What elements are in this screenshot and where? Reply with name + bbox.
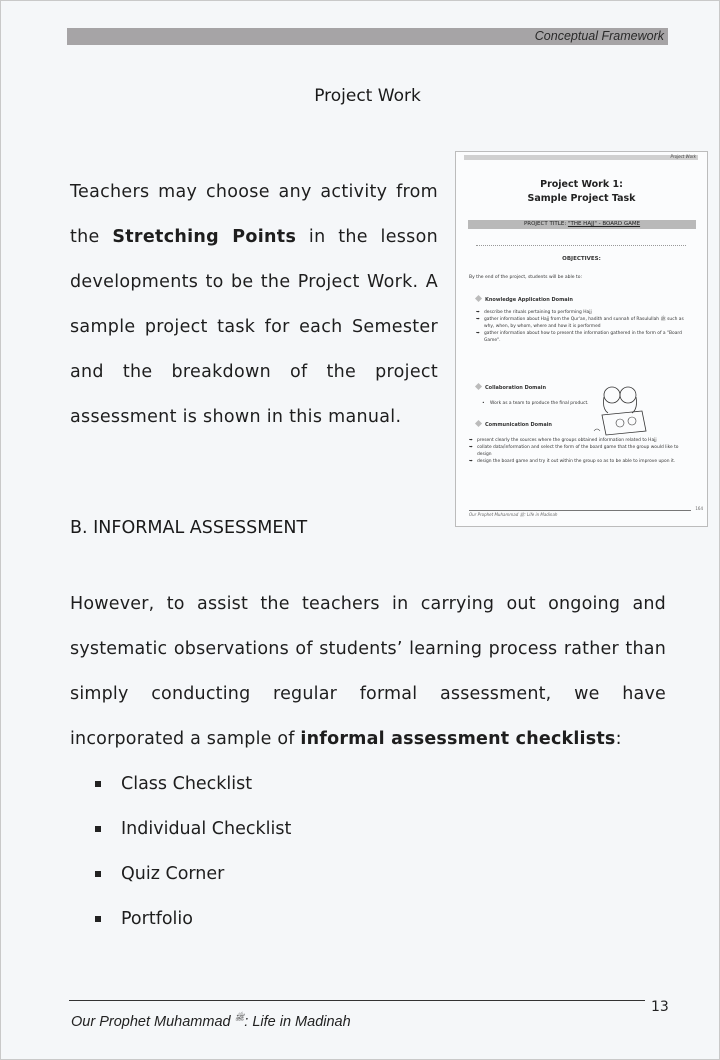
square-bullet-icon [95,871,101,877]
text: However, to assist the teachers in carrying out ongoing and systematic observations of students’ learning process rather than simply conducting regular formal assessment, we have incorporated a sample of [70,594,666,749]
diamond-icon [475,295,482,302]
thumb-footer-rule [469,510,691,517]
list-item [95,902,291,947]
text: : [615,729,622,749]
domain-name: Knowledge Application Domain [485,297,573,303]
thumb-domain-knowledge [476,296,573,303]
emphasis-checklists: informal assessment checklists [300,729,616,749]
checklist-list [95,767,291,947]
label: PROJECT TITLE: [523,221,568,227]
list-item-label: Portfolio [121,909,193,929]
footer-rule [69,1000,645,1001]
thumb-communication-items [469,437,691,465]
sample-project-thumbnail [455,151,708,527]
running-title: Conceptual Framework [534,29,664,43]
thumb-intro: By the end of the project, students will be able to: [469,275,582,280]
text: in the lesson developments to be the Project Work. A sample project task for each Semester and the breakdown of the project assessment is shown in this manual. [70,227,439,427]
section-heading-informal-assessment: B. INFORMAL ASSESSMENT [70,518,308,538]
page-number: 13 [651,999,669,1015]
project-work-paragraph [70,170,438,440]
list-item: ➥ gather information about Hajj from the Qur'an, hadith and sunnah of Rasulullah ﷺ such as why, when, by whom, where and how it is performed [476,316,686,330]
thumb-divider [476,245,686,246]
emphasis-stretching-points: Stretching Points [112,227,297,247]
informal-assessment-paragraph [70,582,666,762]
list-item: • Work as a team to produce the final product. [482,400,602,407]
thumb-domain-collaboration [476,384,546,391]
value: "THE HAJJ" - BOARD GAME [567,221,641,227]
children-board-game-illustration [592,381,654,437]
thumb-page-number: 164 [695,506,703,511]
thumb-title-line1: Project Work 1: [540,179,623,190]
thumb-domain-communication [476,421,552,428]
text: Our Prophet Muhammad [71,1013,231,1030]
text: Teachers may choose any activity from the [70,182,438,247]
list-item [95,857,291,902]
list-item: ➥ present clearly the sources where the groups obtained information related to Hajj [469,437,691,444]
list-item: ➥ design the board game and try it out within the group so as to be able to improve upon it. [469,458,691,465]
thumb-running-title: Project Work [670,154,696,159]
square-bullet-icon [95,826,101,832]
list-item-label: Quiz Corner [121,864,225,884]
list-item [95,812,291,857]
diamond-icon [475,383,482,390]
list-item: ➥ describe the rituals pertaining to performing Hajj [476,309,686,316]
header-band [67,28,668,45]
text: : Life in Madinah [244,1013,351,1030]
thumb-title [456,178,707,206]
domain-name: Communication Domain [485,422,552,428]
domain-name: Collaboration Domain [485,385,547,391]
square-bullet-icon [95,916,101,922]
thumb-title-line2: Sample Project Task [527,193,636,204]
list-item [95,767,291,812]
list-item: ➥ collate data/information and select the form of the board game that the group would like to design [469,444,691,458]
square-bullet-icon [95,781,101,787]
list-item-label: Class Checklist [121,774,253,794]
thumb-objectives-heading: OBJECTIVES: [562,256,601,262]
footer-book-title [71,1012,351,1030]
diamond-icon [475,420,482,427]
honorific-calligraphy-icon: ﷺ [234,1013,245,1022]
thumb-knowledge-items [476,309,686,344]
list-item: ➥ gather information about how to present the information gathered in the form of a "Board Game". [476,330,686,344]
thumb-header-band [464,155,698,160]
thumb-footer-text: Our Prophet Muhammad ﷺ: Life in Madinah [469,512,558,517]
page-title: Project Work [314,86,421,106]
list-item-label: Individual Checklist [121,819,292,839]
thumb-project-title [468,220,696,229]
thumb-collaboration-items [482,400,602,407]
